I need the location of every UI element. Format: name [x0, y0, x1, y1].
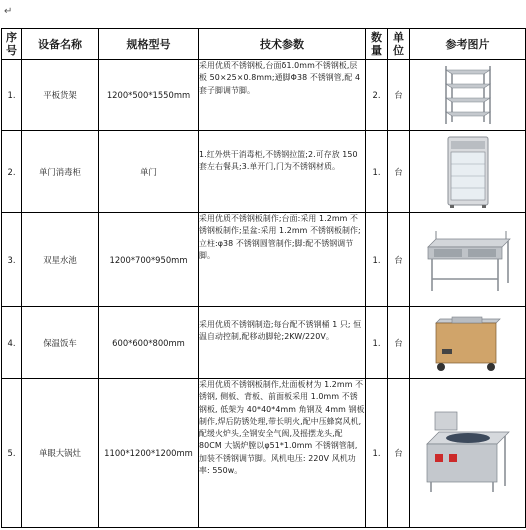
cell-unit: 台 [388, 131, 410, 213]
cell-qty: 2. [366, 60, 388, 131]
cell-name: 单门消毒柜 [22, 131, 99, 213]
cell-model: 1100*1200*1200mm [99, 379, 199, 528]
table-row [2, 379, 526, 528]
header-pic: 参考图片 [410, 29, 526, 60]
table-row [2, 213, 526, 307]
cell-qty: 1. [366, 307, 388, 379]
cell-name: 单眼大锅灶 [22, 379, 99, 528]
header-model: 规格型号 [99, 29, 199, 60]
cell-tech: 采用优质不锈钢板,台面δ1.0mm不锈钢板,层板 50×25×0.8mm;通脚Φ38 不锈钢管,配 4 套子脚调节脚。 [199, 60, 366, 131]
cell-unit: 台 [388, 60, 410, 131]
cell-tech: 1.红外烘干消毒柜,不锈钢拉篮;2.可存放 150 套左右餐具;3.单开门,门为不锈钢材质。 [199, 131, 366, 213]
cell-unit: 台 [388, 307, 410, 379]
cell-tech: 采用优质不锈钢制造;每台配不锈钢桶 1 只; 恒温自动控制,配移动脚轮;2KW/220V。 [199, 307, 366, 379]
table-header-row [2, 29, 526, 60]
cell-model: 1200*700*950mm [99, 213, 199, 307]
cell-qty: 1. [366, 131, 388, 213]
wok-stove-icon [425, 410, 511, 496]
warming-cart-icon [432, 313, 504, 373]
table-row [2, 60, 526, 131]
cell-seq: 4. [2, 307, 22, 379]
double-sink-icon [424, 225, 512, 295]
disinfection-cabinet-icon [446, 135, 490, 209]
table-row [2, 307, 526, 379]
equipment-table [1, 28, 526, 528]
paragraph-mark: ↵ [4, 6, 13, 17]
cell-unit: 台 [388, 213, 410, 307]
cell-qty: 1. [366, 379, 388, 528]
cell-tech: 采用优质不锈钢板制作;台面:采用 1.2mm 不锈钢板制作;星盆:采用 1.2mm 不锈钢板制作;立柱:φ38 不锈钢圆管制作;脚:配不锈钢调节脚。 [199, 213, 366, 307]
header-qty: 数量 [366, 29, 388, 60]
cell-seq: 1. [2, 60, 22, 131]
cell-tech: 采用优质不锈钢板制作,灶面板材为 1.2mm 不锈钢, 侧板、背板、前面板采用 1.0mm 不锈钢板, 低架为 40*40*4mm 角钢及 4mm 钢板制作,焊后防锈处理,带长明火,配中压蜂窝风机,配缓火炉头,全钢安全气阀,及摇摆龙头,配80CM 大锅炉膛以φ51*1.0mm 不锈钢管制,加装不锈钢调节脚。风机电压: 220V 风机功率: 550w。 [199, 379, 366, 528]
cell-seq: 2. [2, 131, 22, 213]
shelf-rack-icon [438, 64, 498, 126]
cell-unit: 台 [388, 379, 410, 528]
cell-name: 双星水池 [22, 213, 99, 307]
cell-seq: 5. [2, 379, 22, 528]
table-row [2, 131, 526, 213]
cell-model: 1200*500*1550mm [99, 60, 199, 131]
cell-seq: 3. [2, 213, 22, 307]
cell-model: 600*600*800mm [99, 307, 199, 379]
cell-name: 平板货架 [22, 60, 99, 131]
cell-qty: 1. [366, 213, 388, 307]
header-unit: 单位 [388, 29, 410, 60]
header-name: 设备名称 [22, 29, 99, 60]
header-tech: 技术参数 [199, 29, 366, 60]
cell-name: 保温饭车 [22, 307, 99, 379]
header-seq: 序号 [2, 29, 22, 60]
cell-model: 单门 [99, 131, 199, 213]
